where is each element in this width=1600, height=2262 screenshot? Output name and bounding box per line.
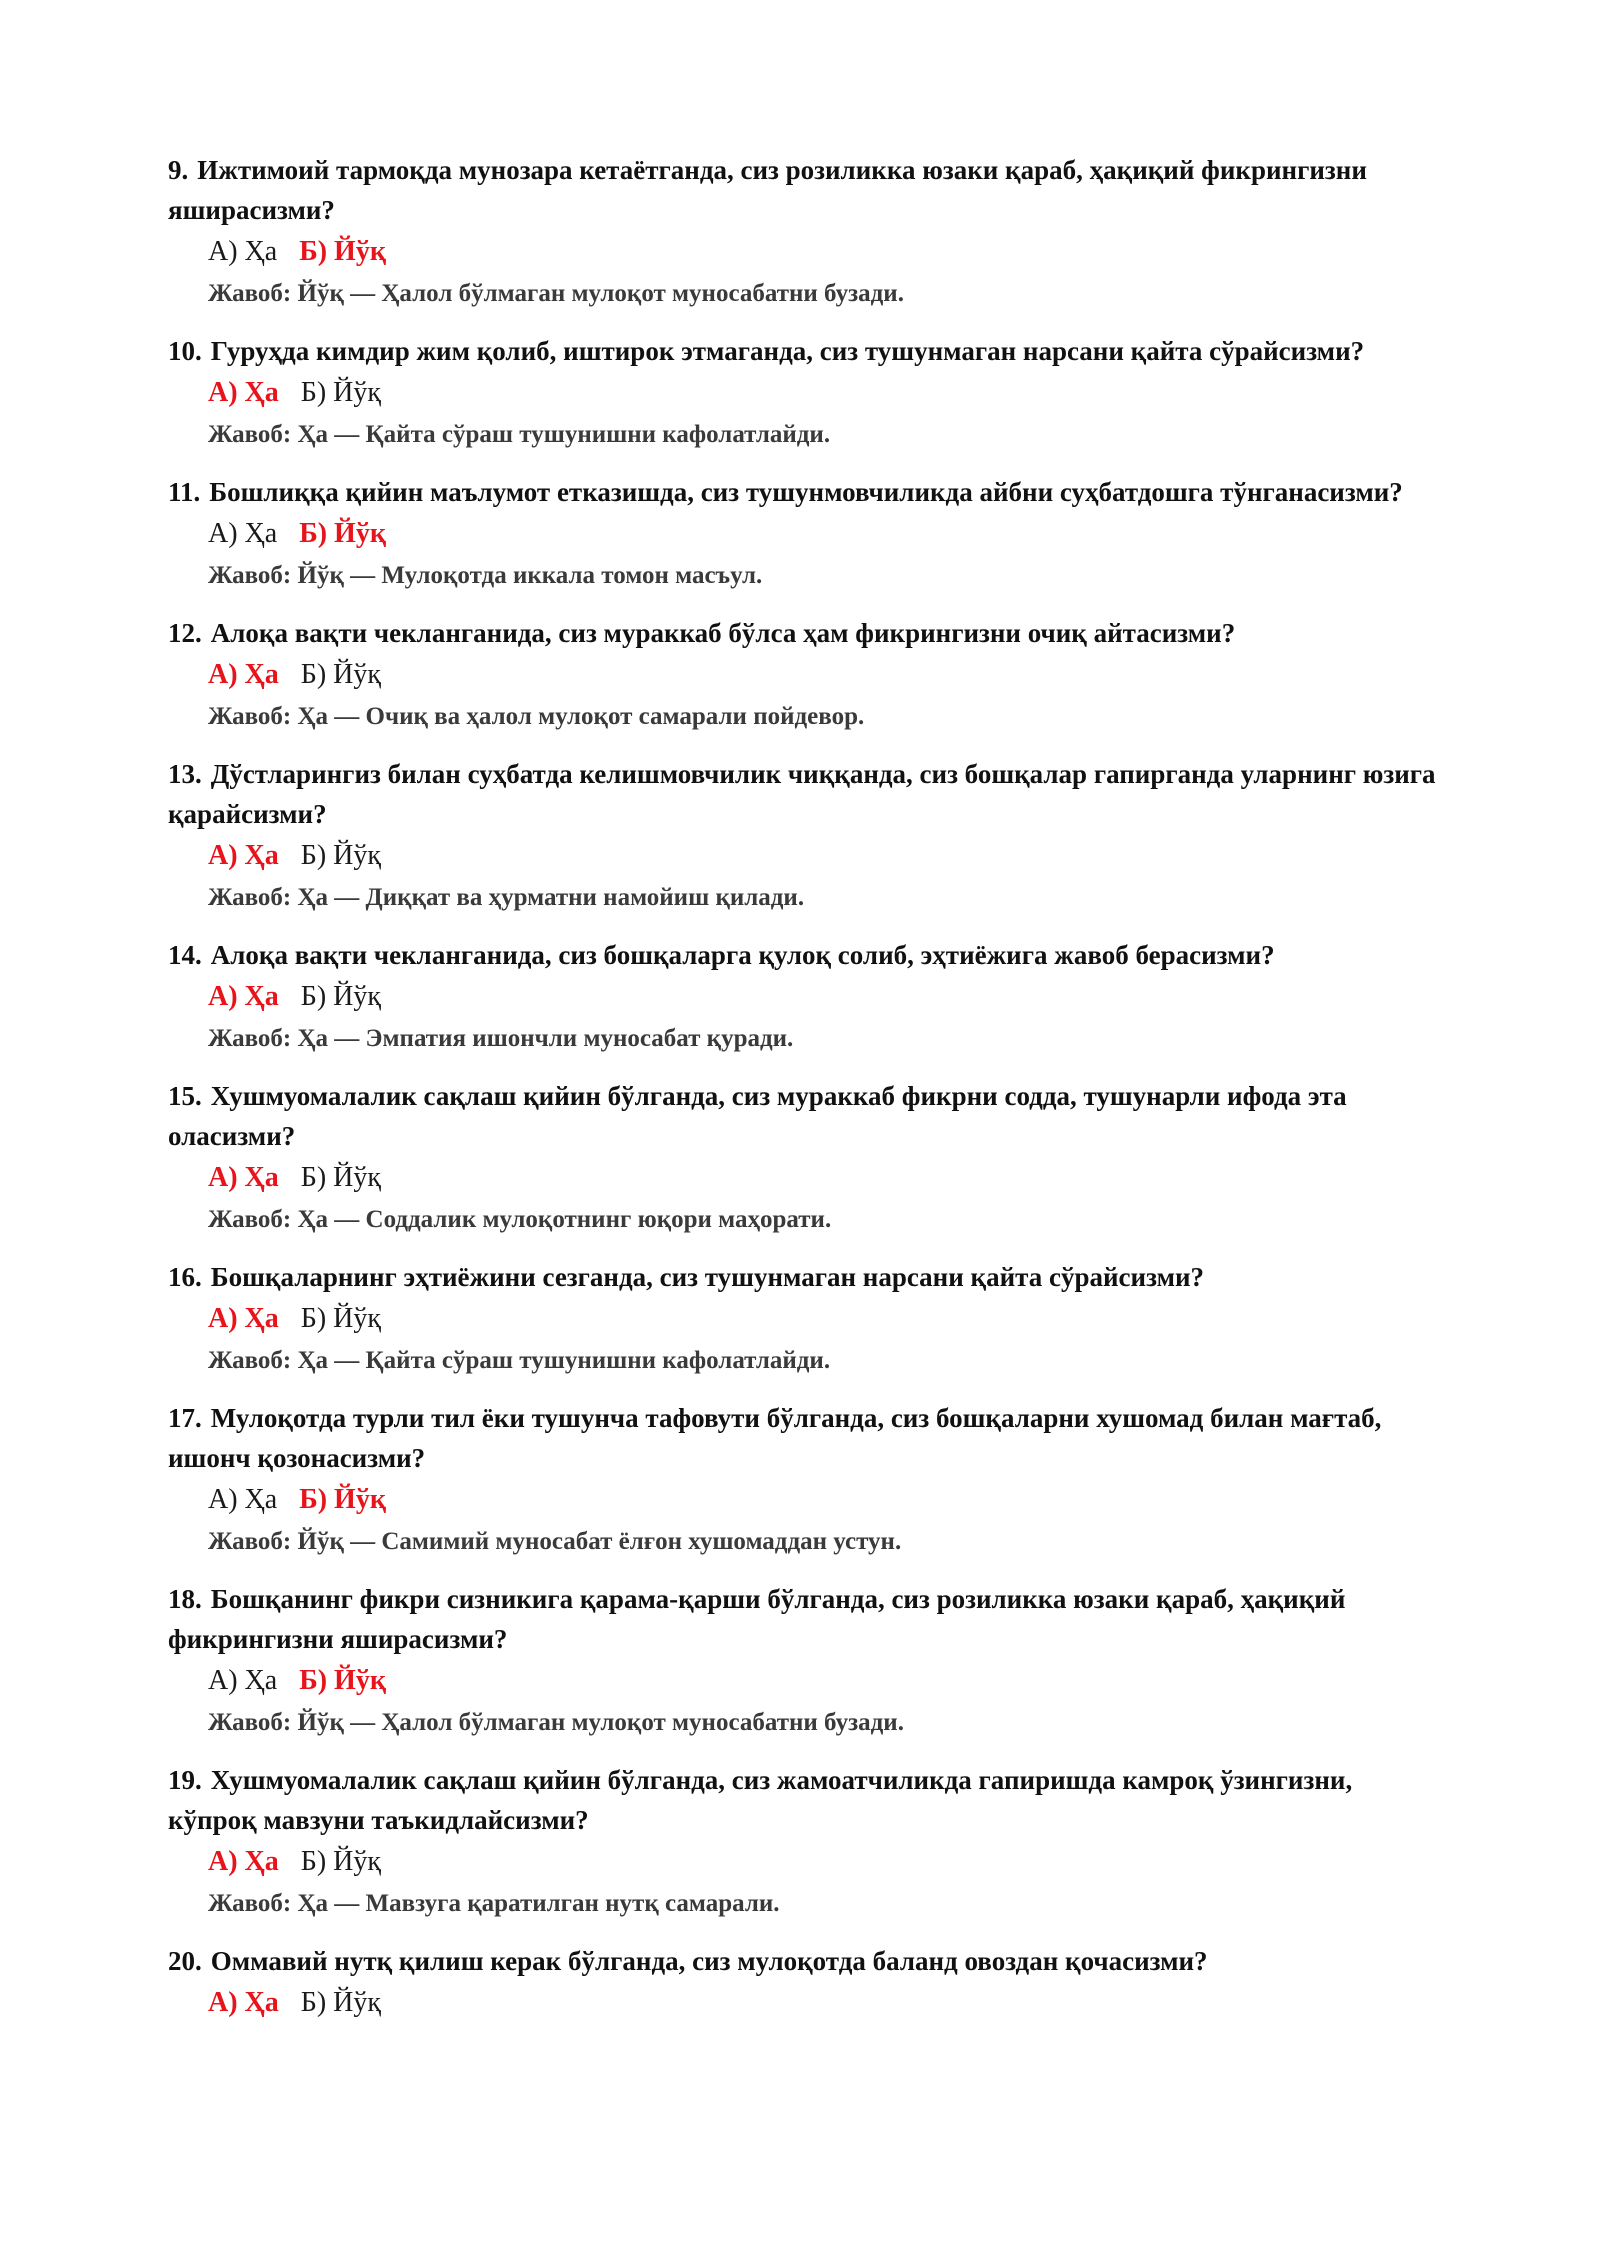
option-b: Б) Йўқ <box>300 1987 381 2018</box>
option-a: А) Ҳа <box>208 1987 279 2018</box>
answer-options <box>168 834 1438 877</box>
question-list <box>168 150 1443 2040</box>
question-item <box>168 150 1438 315</box>
answer-options <box>168 1981 1438 2024</box>
option-a: А) Ҳа <box>208 1665 278 1696</box>
question-text: Ижтимоий тармоқда мунозара кетаётганда, сиз розиликка юзаки қараб, ҳақиқий фикрингизни яширасизми? <box>168 155 1374 225</box>
question-number: 19. <box>168 1765 202 1795</box>
question-text-line <box>168 150 1438 230</box>
question-text: Бошқаларнинг эҳтиёжини сезганда, сиз тушунмаган нарсани қайта сўрайсизми? <box>210 1262 1205 1292</box>
question-item <box>168 1257 1438 1382</box>
answer-explanation: Жавоб: Йўқ — Самимий муносабат ёлғон хушомаддан устун. <box>208 1528 902 1555</box>
question-number: 16. <box>168 1262 202 1292</box>
answer-explanation: Жавоб: Ҳа — Мавзуга қаратилган нутқ самарали. <box>208 1890 780 1917</box>
option-b: Б) Йўқ <box>299 1665 386 1696</box>
option-b: Б) Йўқ <box>300 1162 381 1193</box>
question-number: 11. <box>168 477 201 507</box>
question-number: 10. <box>168 336 202 366</box>
option-b: Б) Йўқ <box>300 1846 381 1877</box>
question-item <box>168 1579 1438 1744</box>
option-a: А) Ҳа <box>208 1484 278 1515</box>
question-item <box>168 935 1438 1060</box>
question-item <box>168 331 1438 456</box>
option-a: А) Ҳа <box>208 1303 279 1334</box>
option-b: Б) Йўқ <box>300 840 381 871</box>
answer-explanation: Жавоб: Ҳа — Эмпатия ишончли муносабат қуради. <box>208 1025 794 1052</box>
answer-explanation: Жавоб: Йўқ — Мулоқотда иккала томон масъул. <box>208 562 763 589</box>
option-b: Б) Йўқ <box>300 981 381 1012</box>
answer-explanation: Жавоб: Ҳа — Қайта сўраш тушунишни кафолатлайди. <box>208 1347 831 1374</box>
option-a: А) Ҳа <box>208 840 279 871</box>
option-b: Б) Йўқ <box>300 659 381 690</box>
question-item <box>168 1398 1438 1563</box>
question-number: 15. <box>168 1081 202 1111</box>
option-b: Б) Йўқ <box>300 1303 381 1334</box>
question-text-line <box>168 1257 1438 1297</box>
question-number: 18. <box>168 1584 202 1614</box>
answer-explanation: Жавоб: Йўқ — Ҳалол бўлмаган мулоқот муносабатни бузади. <box>208 1709 904 1736</box>
answer-options <box>168 975 1438 1018</box>
question-text: Бошлиққа қийин маълумот етказишда, сиз тушунмовчиликда айбни суҳбатдошга тўнганасизми? <box>209 477 1403 507</box>
option-a: А) Ҳа <box>208 1846 279 1877</box>
question-text: Алоқа вақти чекланганида, сиз бошқаларга қулоқ солиб, эҳтиёжига жавоб берасизми? <box>210 940 1275 970</box>
question-text-line <box>168 1760 1438 1840</box>
question-text-line <box>168 613 1438 653</box>
answer-explanation: Жавоб: Ҳа — Диққат ва ҳурматни намойиш қилади. <box>208 884 805 911</box>
answer-options <box>168 1840 1438 1883</box>
option-a: А) Ҳа <box>208 1162 279 1193</box>
question-item <box>168 472 1438 597</box>
question-text: Хушмуомалалик сақлаш қийин бўлганда, сиз жамоатчиликда гапиришда камроқ ўзингизни, кўпроқ мавзуни таъкидлайсизми? <box>168 1765 1359 1835</box>
question-item <box>168 1076 1438 1241</box>
question-item <box>168 1760 1438 1925</box>
question-number: 17. <box>168 1403 202 1433</box>
question-text: Оммавий нутқ қилиш керак бўлганда, сиз мулоқотда баланд овоздан қочасизми? <box>210 1946 1208 1976</box>
question-text: Бошқанинг фикри сизникига қарама-қарши бўлганда, сиз розиликка юзаки қараб, ҳақиқий фикрингизни яширасизми? <box>168 1584 1353 1654</box>
question-text: Гуруҳда кимдир жим қолиб, иштирок этмаганда, сиз тушунмаган нарсани қайта сўрайсизми? <box>210 336 1365 366</box>
answer-options <box>168 1297 1438 1340</box>
option-b: Б) Йўқ <box>299 1484 386 1515</box>
question-item <box>168 754 1443 919</box>
answer-options <box>168 230 1438 273</box>
option-a: А) Ҳа <box>208 518 278 549</box>
answer-explanation: Жавоб: Йўқ — Ҳалол бўлмаган мулоқот муносабатни бузади. <box>208 280 904 307</box>
question-number: 13. <box>168 759 202 789</box>
question-text-line <box>168 1398 1438 1478</box>
question-text-line <box>168 1076 1438 1156</box>
answer-options <box>168 1156 1438 1199</box>
option-a: А) Ҳа <box>208 981 279 1012</box>
question-item <box>168 613 1438 738</box>
answer-options <box>168 371 1438 414</box>
answer-explanation: Жавоб: Ҳа — Қайта сўраш тушунишни кафолатлайди. <box>208 421 831 448</box>
question-text: Мулоқотда турли тил ёки тушунча тафовути бўлганда, сиз бошқаларни хушомад билан мағтаб, ишонч қозонасизми? <box>168 1403 1389 1473</box>
question-text-line <box>168 472 1438 512</box>
question-number: 9. <box>168 155 189 185</box>
question-number: 20. <box>168 1946 202 1976</box>
question-text: Хушмуомалалик сақлаш қийин бўлганда, сиз мураккаб фикрни содда, тушунарли ифода эта оласизми? <box>168 1081 1354 1151</box>
answer-explanation: Жавоб: Ҳа — Очиқ ва ҳалол мулоқот самарали пойдевор. <box>208 703 865 730</box>
question-text-line <box>168 935 1438 975</box>
question-number: 12. <box>168 618 202 648</box>
question-item <box>168 1941 1438 2024</box>
option-a: А) Ҳа <box>208 236 278 267</box>
question-text-line <box>168 331 1438 371</box>
answer-explanation: Жавоб: Ҳа — Соддалик мулоқотнинг юқори маҳорати. <box>208 1206 832 1233</box>
question-text-line <box>168 1941 1438 1981</box>
option-b: Б) Йўқ <box>299 236 386 267</box>
question-text-line <box>168 754 1443 834</box>
option-a: А) Ҳа <box>208 377 279 408</box>
answer-options <box>168 512 1438 555</box>
question-text: Алоқа вақти чекланганида, сиз мураккаб бўлса ҳам фикрингизни очиқ айтасизми? <box>210 618 1236 648</box>
option-b: Б) Йўқ <box>299 518 386 549</box>
question-text-line <box>168 1579 1438 1659</box>
option-a: А) Ҳа <box>208 659 279 690</box>
answer-options <box>168 1659 1438 1702</box>
option-b: Б) Йўқ <box>300 377 381 408</box>
answer-options <box>168 1478 1438 1521</box>
question-text: Дўстларингиз билан суҳбатда келишмовчилик чиққанда, сиз бошқалар гапирганда уларнинг юзига қарайсизми? <box>168 759 1443 829</box>
question-number: 14. <box>168 940 202 970</box>
answer-options <box>168 653 1438 696</box>
